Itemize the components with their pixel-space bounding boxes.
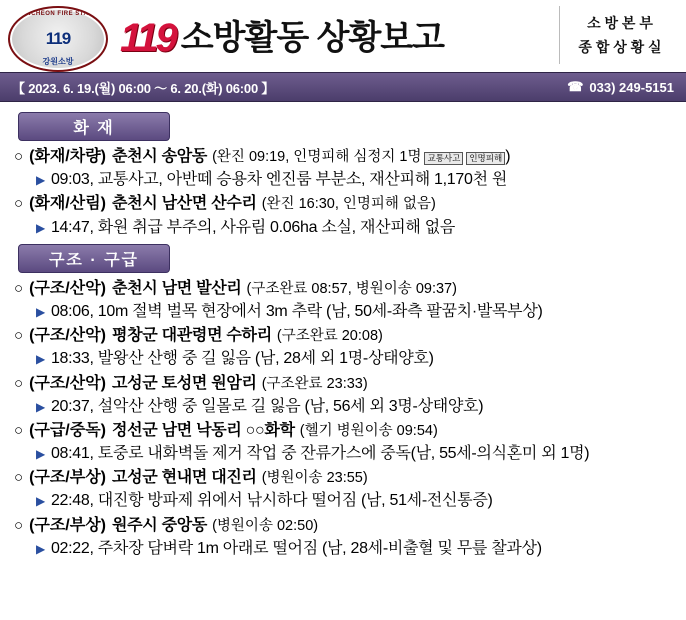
incident-status: (병원이송 23:55) bbox=[261, 470, 368, 487]
incident-status: (완진 09:19, 인명피해 심정지 1명 bbox=[212, 149, 422, 165]
incident-entry bbox=[8, 277, 678, 323]
circle-bullet-icon: ○ bbox=[14, 195, 24, 213]
triangle-bullet-icon: ▶ bbox=[36, 220, 45, 235]
incident-entry bbox=[8, 145, 678, 191]
incident-detail-text: 09:03, 교통사고, 아반떼 승용차 엔진룸 부분소, 재산피해 1,170천 원 bbox=[50, 171, 508, 189]
incident-detail bbox=[8, 347, 678, 370]
incident-headline bbox=[8, 192, 678, 215]
incident-status: (완진 16:30, 인명피해 없음) bbox=[261, 196, 436, 213]
incident-headline bbox=[8, 419, 678, 442]
incident-entry bbox=[8, 372, 678, 418]
incident-location: 춘천시 남산면 산수리 bbox=[112, 195, 257, 213]
incident-category: (구급/중독) bbox=[29, 421, 106, 439]
triangle-bullet-icon: ▶ bbox=[36, 173, 45, 188]
incident-category: (화재/산림) bbox=[29, 195, 106, 213]
incident-status: (구조완료 20:08) bbox=[276, 328, 383, 345]
org-line-1: 소 방 본 부 bbox=[587, 15, 653, 31]
incident-headline bbox=[8, 277, 678, 300]
incident-status: (병원이송 02:50) bbox=[212, 517, 319, 534]
incident-detail-text: 02:22, 주차장 담벼락 1m 아래로 떨어짐 (남, 28세-비출혈 및 무릎 찰과상) bbox=[50, 539, 542, 557]
incident-status: (구조완료 23:33) bbox=[261, 375, 368, 392]
period-bar bbox=[0, 72, 686, 102]
incident-entry bbox=[8, 466, 678, 512]
incident-location: 원주시 중앙동 bbox=[112, 516, 208, 534]
incident-location: 평창군 대관령면 수하리 bbox=[112, 327, 272, 345]
circle-bullet-icon: ○ bbox=[14, 469, 24, 487]
triangle-bullet-icon: ▶ bbox=[36, 447, 45, 462]
incident-entry bbox=[8, 324, 678, 370]
phone-number: 033) 249-5151 bbox=[589, 79, 674, 95]
incident-category: (화재/차량) bbox=[29, 148, 106, 165]
report-header bbox=[0, 0, 686, 72]
incident-detail bbox=[8, 168, 678, 191]
incident-location: 고성군 현내면 대진리 bbox=[112, 469, 257, 487]
status-badge: 인명피해 bbox=[466, 152, 505, 165]
section-title: 구조 · 구급 bbox=[18, 244, 170, 273]
incident-status: (구조완료 08:57, 병원이송 09:37) bbox=[246, 280, 457, 297]
incident-detail-text: 18:33, 발왕산 산행 중 길 잃음 (남, 28세 외 1명-상태양호) bbox=[50, 350, 434, 368]
incident-headline bbox=[8, 372, 678, 395]
incident-entry bbox=[8, 514, 678, 560]
incident-category: (구조/부상) bbox=[29, 516, 106, 534]
incident-detail bbox=[8, 442, 678, 465]
incident-headline bbox=[8, 466, 678, 489]
triangle-bullet-icon: ▶ bbox=[36, 352, 45, 367]
report-period: 【 2023. 6. 19.(월) 06:00 ～ 6. 20.(화) 06:00 】 bbox=[12, 80, 275, 96]
incident-detail-text: 22:48, 대진항 방파제 위에서 낚시하다 떨어짐 (남, 51세-전신통증) bbox=[50, 492, 493, 510]
logo-119: 119 bbox=[120, 16, 175, 60]
page-title: 소방활동 상황보고 bbox=[180, 19, 444, 57]
incident-detail bbox=[8, 489, 678, 512]
emblem-core bbox=[27, 22, 89, 56]
triangle-bullet-icon: ▶ bbox=[36, 494, 45, 509]
triangle-bullet-icon: ▶ bbox=[36, 304, 45, 319]
incident-location: 춘천시 남면 발산리 bbox=[112, 279, 242, 297]
incident-category: (구조/산악) bbox=[29, 327, 106, 345]
incident-entry bbox=[8, 419, 678, 465]
emblem-number: 119 bbox=[45, 29, 71, 48]
organization-box bbox=[559, 6, 680, 64]
emblem-ring-bottom-text: 강원소방 bbox=[42, 57, 74, 66]
circle-bullet-icon: ○ bbox=[14, 327, 24, 345]
incident-detail-text: 08:06, 10m 절벽 벌목 현장에서 3m 추락 (남, 50세-좌측 팔꿈치·발목부상) bbox=[50, 302, 543, 320]
incident-location: 정선군 남면 낙동리 ○○화학 bbox=[112, 421, 295, 439]
incident-headline bbox=[8, 514, 678, 537]
status-badge: 교통사고 bbox=[424, 152, 463, 165]
incident-entry bbox=[8, 192, 678, 238]
circle-bullet-icon: ○ bbox=[14, 148, 24, 165]
incident-status-tail: ) bbox=[505, 148, 511, 165]
incident-detail-text: 14:47, 화원 취급 부주의, 사유림 0.06ha 소실, 재산피해 없음 bbox=[50, 218, 456, 236]
triangle-bullet-icon: ▶ bbox=[36, 399, 45, 414]
fire-station-emblem bbox=[8, 6, 108, 72]
incident-headline bbox=[8, 324, 678, 347]
telephone-icon: ☎ bbox=[567, 79, 584, 94]
circle-bullet-icon: ○ bbox=[14, 279, 24, 297]
incident-detail bbox=[8, 395, 678, 418]
triangle-bullet-icon: ▶ bbox=[36, 541, 45, 556]
circle-bullet-icon: ○ bbox=[14, 421, 24, 439]
incident-detail bbox=[8, 300, 678, 323]
incident-category: (구조/산악) bbox=[29, 374, 106, 392]
title-area bbox=[120, 2, 540, 70]
org-line-2: 종 합 상 황 실 bbox=[578, 39, 662, 55]
incident-category: (구조/부상) bbox=[29, 469, 106, 487]
incident-category: (구조/산악) bbox=[29, 279, 106, 297]
circle-bullet-icon: ○ bbox=[14, 374, 24, 392]
emblem-ring-top-text: CHUNCHEON FIRE STATION bbox=[11, 11, 105, 17]
incident-detail-text: 08:41, 토중로 내화벽돌 제거 작업 중 잔류가스에 중독(남, 55세-의식혼미 외 1명) bbox=[50, 445, 590, 463]
incident-headline bbox=[8, 145, 678, 168]
incident-location: 고성군 토성면 원암리 bbox=[112, 374, 257, 392]
section-title: 화 재 bbox=[18, 112, 170, 141]
report-body bbox=[0, 102, 686, 560]
incident-detail-text: 20:37, 설악산 산행 중 일몰로 길 잃음 (남, 56세 외 3명-상태양호) bbox=[50, 397, 484, 415]
contact-phone bbox=[567, 79, 674, 95]
incident-status: (헬기 병원이송 09:54) bbox=[299, 422, 438, 439]
circle-bullet-icon: ○ bbox=[14, 516, 24, 534]
incident-detail bbox=[8, 216, 678, 239]
incident-location: 춘천시 송암동 bbox=[112, 148, 208, 165]
incident-detail bbox=[8, 537, 678, 560]
